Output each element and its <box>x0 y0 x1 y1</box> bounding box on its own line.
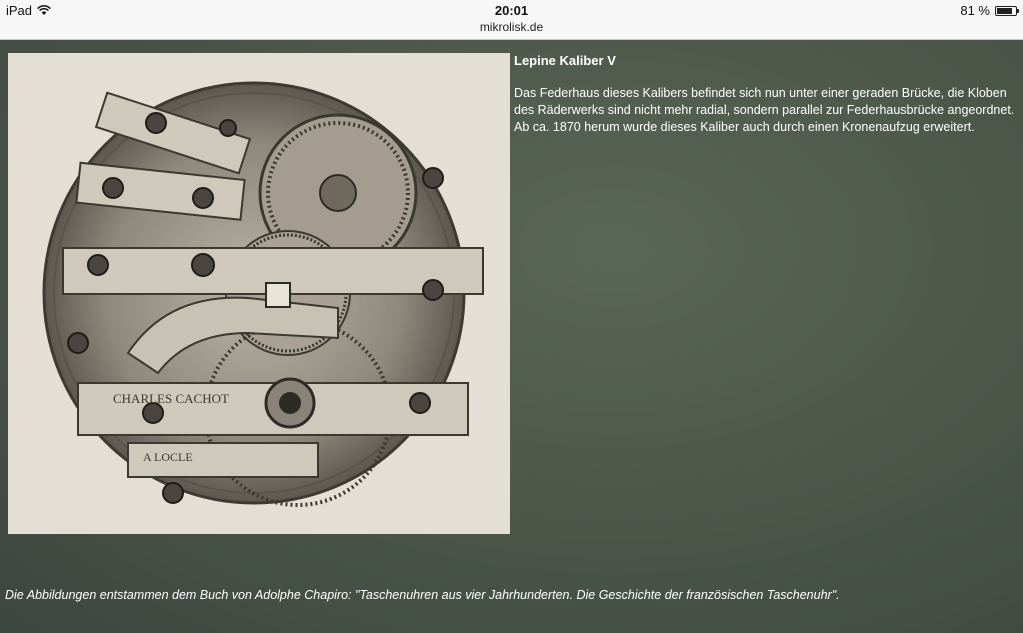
article-title: Lepine Kaliber V <box>514 53 616 68</box>
status-right <box>960 3 1017 18</box>
watch-movement-image <box>8 53 510 534</box>
battery-fill <box>997 8 1012 14</box>
engraving-maker: CHARLES CACHOT <box>113 391 229 406</box>
image-source-caption: Die Abbildungen entstammen dem Buch von Adolphe Chapiro: "Taschenuhren aus vier Jahrhunderten. Die Geschichte der französischen Taschenuhr". <box>5 588 840 602</box>
address-bar-url[interactable]: mikrolisk.de <box>479 20 544 34</box>
status-bar <box>0 0 1023 40</box>
watch-movement-drawing <box>8 53 510 534</box>
battery-icon <box>995 6 1017 16</box>
page-content <box>0 40 1023 633</box>
device-label: iPad <box>6 3 33 18</box>
article-description: Das Federhaus dieses Kalibers befindet sich nun unter einer geraden Brücke, die Kloben des Räderwerks sind nicht mehr radial, sondern parallel zur Federhausbrücke angeordnet. Ab ca. 1870 herum wurde dieses Kaliber auch durch einen Kronenaufzug erweitert. <box>514 86 1015 134</box>
article-text <box>514 53 1019 136</box>
engraving-place: A LOCLE <box>143 450 193 464</box>
clock: 20:01 <box>494 3 529 18</box>
battery-percent: 81 % <box>960 3 990 18</box>
